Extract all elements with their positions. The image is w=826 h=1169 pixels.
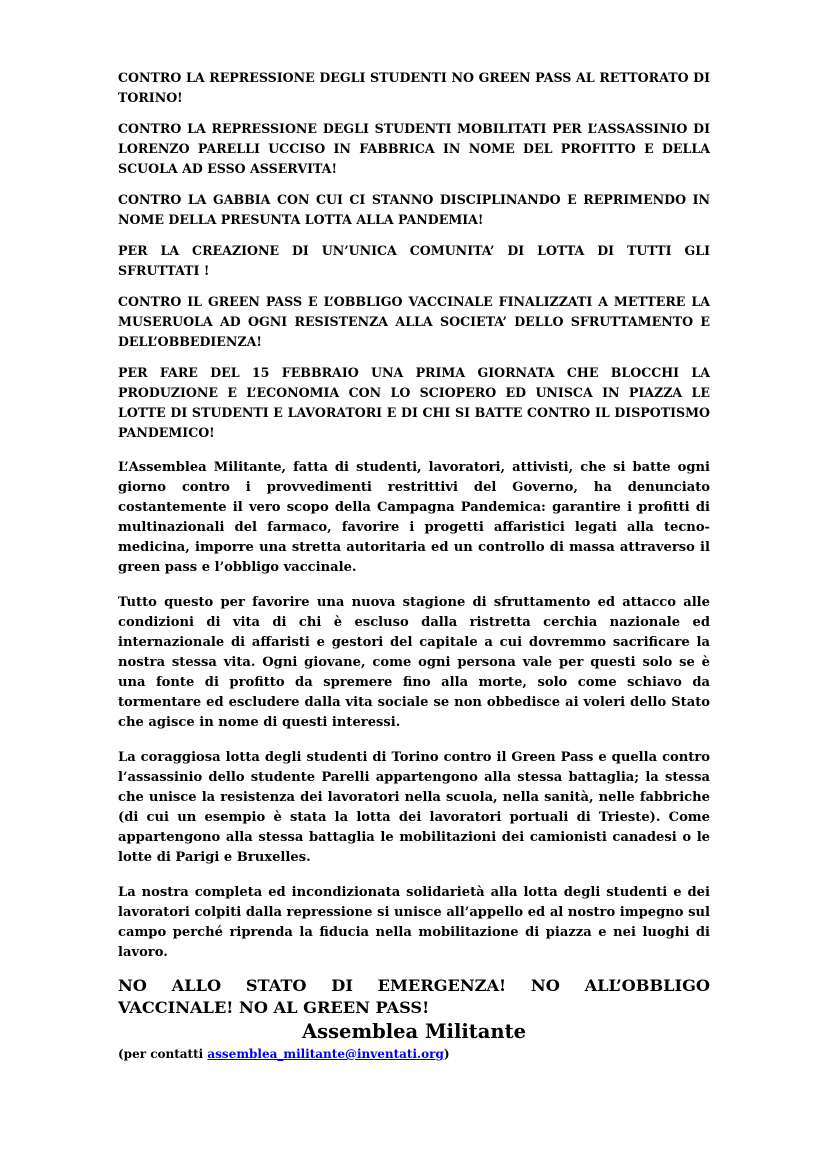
headline-1: CONTRO LA REPRESSIONE DEGLI STUDENTI NO GREEN PASS AL RETTORATO DI TORINO! <box>118 70 710 105</box>
headline-4: PER LA CREAZIONE DI UN’UNICA COMUNITA’ DI LOTTA DI TUTTI GLI SFRUTTATI ! <box>118 243 710 278</box>
headline-2: CONTRO LA REPRESSIONE DEGLI STUDENTI MOBILITATI PER L’ASSASSINIO DI LORENZO PARELLI UCCISO IN FABBRICA IN NOME DEL PROFITTO E DELLA SCUOLA AD ESSO ASSERVITA! <box>118 121 710 176</box>
contact-suffix: ) <box>443 1047 450 1061</box>
signature: Assemblea Militante <box>301 1020 527 1043</box>
headline-5: CONTRO IL GREEN PASS E L’OBBLIGO VACCINALE FINALIZZATI A METTERE LA MUSERUOLA AD OGNI RESISTENZA ALLA SOCIETA’ DELLO SFRUTTAMENTO E DELL’OBBEDIENZA! <box>118 294 710 349</box>
contact-email-link[interactable]: assemblea_militante@inventati.org <box>207 1047 444 1061</box>
body-paragraph-2: Tutto questo per favorire una nuova stagione di sfruttamento ed attacco alle condizioni di vita di chi è escluso dalla ristretta cerchia nazionale ed internazionale di affaristi e gestori del capitale a cui dovremmo sacrificare la nostra stessa vita. Ogni giovane, come ogni persona vale per questi solo se è una fonte di profitto da spremere fino alla morte, solo come schiavo da tormentare ed escludere dalla vita sociale se non obbedisce ai voleri dello Stato che agisce in nome di questi interessi. <box>118 595 710 730</box>
contact-prefix: (per contatti <box>118 1047 208 1061</box>
final-slogan: NO ALLO STATO DI EMERGENZA! NO ALL’OBBLIGO VACCINALE! NO AL GREEN PASS! <box>118 976 710 1017</box>
headline-6: PER FARE DEL 15 FEBBRAIO UNA PRIMA GIORNATA CHE BLOCCHI LA PRODUZIONE E L’ECONOMIA CON LO SCIOPERO ED UNISCA IN PIAZZA LE LOTTE DI STUDENTI E LAVORATORI E DI CHI SI BATTE CONTRO IL DISPOTISMO PANDEMICO! <box>118 365 710 440</box>
body-paragraph-3: La coraggiosa lotta degli studenti di Torino contro il Green Pass e quella contro l’assassinio dello studente Parelli appartengono alla stessa battaglia; la stessa che unisce la resistenza dei lavoratori nella scuola, nella sanità, nelle fabbriche (di cui un esempio è stata la lotta dei lavoratori portuali di Trieste). Come appartengono alla stessa battaglia le mobilitazioni dei camionisti canadesi o le lotte di Parigi e Bruxelles. <box>118 750 710 865</box>
contact-line <box>118 1045 710 1063</box>
document-page <box>118 68 710 1063</box>
body-paragraph-4: La nostra completa ed incondizionata solidarietà alla lotta degli studenti e dei lavoratori colpiti dalla repressione si unisce all’appello ed al nostro impegno sul campo perché riprenda la fiducia nella mobilitazione di piazza e nei luoghi di lavoro. <box>118 885 710 960</box>
body-paragraph-1: L’Assemblea Militante, fatta di studenti, lavoratori, attivisti, che si batte ogni giorno contro i provvedimenti restrittivi del Governo, ha denunciato costantemente il vero scopo della Campagna Pandemica: garantire i profitti di multinazionali del farmaco, favorire i progetti affaristici legati alla tecno-medicina, imporre una stretta autoritaria ed un controllo di massa attraverso il green pass e l’obbligo vaccinale. <box>118 460 710 575</box>
headline-3: CONTRO LA GABBIA CON CUI CI STANNO DISCIPLINANDO E REPRIMENDO IN NOME DELLA PRESUNTA LOTTA ALLA PANDEMIA! <box>118 192 710 227</box>
